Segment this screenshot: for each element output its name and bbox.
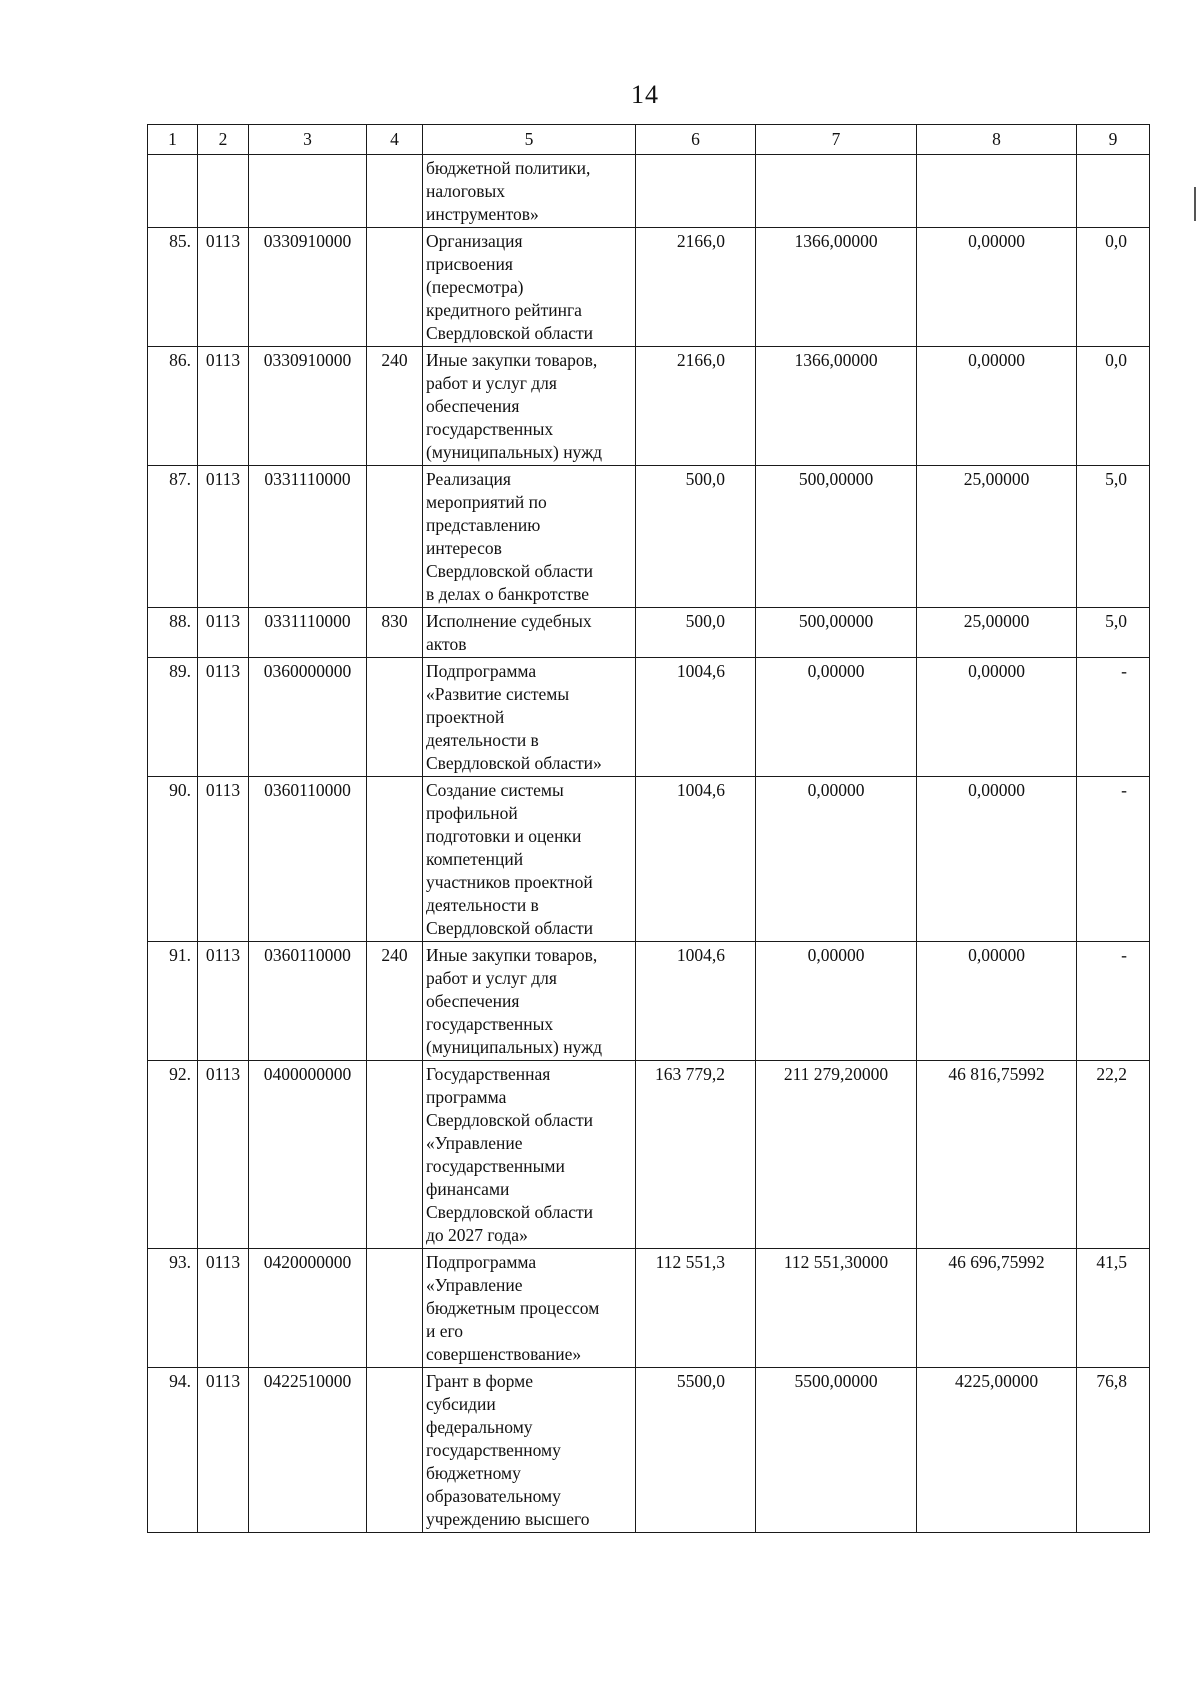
amount-cell: 112 551,3	[636, 1249, 756, 1368]
amount-cell: 500,0	[636, 466, 756, 608]
table-row	[148, 942, 1150, 1061]
description-line: «Управление	[426, 1275, 523, 1295]
description-line: профильной	[426, 803, 518, 823]
description-line: Свердловской области	[426, 561, 594, 581]
row-number-cell: 86.	[148, 347, 198, 466]
description-line: подготовки и оценки	[426, 826, 582, 846]
amount-cell: 0,00000	[917, 228, 1077, 347]
expense-type-cell	[367, 658, 423, 777]
description-line: «Управление	[426, 1133, 523, 1153]
description-line: Иные закупки товаров,	[426, 350, 598, 370]
expense-type-cell: 240	[367, 347, 423, 466]
description-line: Создание системы	[426, 780, 564, 800]
expense-type-cell	[367, 777, 423, 942]
description-cell	[423, 658, 636, 777]
column-header: 4	[367, 125, 423, 155]
amount-cell	[756, 155, 917, 228]
description-line: Свердловской области»	[426, 753, 602, 773]
row-number-cell: 92.	[148, 1061, 198, 1249]
amount-cell: 2166,0	[636, 228, 756, 347]
amount-cell: 1366,00000	[756, 347, 917, 466]
table-row	[148, 608, 1150, 658]
percent-cell: -	[1077, 777, 1150, 942]
description-line: Государственная	[426, 1064, 551, 1084]
budget-table	[147, 124, 1150, 1533]
row-number-cell: 85.	[148, 228, 198, 347]
amount-cell: 1366,00000	[756, 228, 917, 347]
description-line: мероприятий по	[426, 492, 547, 512]
section-code-cell: 0113	[198, 777, 249, 942]
amount-cell: 0,00000	[756, 658, 917, 777]
amount-cell: 1004,6	[636, 777, 756, 942]
description-line: Исполнение судебных	[426, 611, 592, 631]
description-cell	[423, 466, 636, 608]
target-article-cell: 0331110000	[249, 608, 367, 658]
percent-cell: 22,2	[1077, 1061, 1150, 1249]
amount-cell: 0,00000	[917, 777, 1077, 942]
expense-type-cell	[367, 1368, 423, 1533]
amount-cell: 1004,6	[636, 942, 756, 1061]
amount-cell: 0,00000	[756, 777, 917, 942]
description-line: кредитного рейтинга	[426, 300, 582, 320]
row-number-cell: 91.	[148, 942, 198, 1061]
description-line: присвоения	[426, 254, 513, 274]
table-row	[148, 1061, 1150, 1249]
description-line: государственному	[426, 1440, 561, 1460]
description-line: актов	[426, 634, 467, 654]
target-article-cell: 0422510000	[249, 1368, 367, 1533]
description-line: учреждению высшего	[426, 1509, 590, 1529]
description-line: (пересмотра)	[426, 277, 524, 297]
section-code-cell: 0113	[198, 466, 249, 608]
page-number: 14	[631, 80, 659, 109]
amount-cell: 2166,0	[636, 347, 756, 466]
column-header: 6	[636, 125, 756, 155]
description-cell	[423, 608, 636, 658]
description-line: Свердловской области	[426, 323, 594, 343]
description-line: бюджетному	[426, 1463, 521, 1483]
row-number-cell: 88.	[148, 608, 198, 658]
description-line: налоговых	[426, 181, 506, 201]
percent-cell: -	[1077, 658, 1150, 777]
target-article-cell	[249, 155, 367, 228]
section-code-cell: 0113	[198, 228, 249, 347]
description-cell	[423, 1249, 636, 1368]
table-row	[148, 658, 1150, 777]
description-line: Свердловской области	[426, 1202, 594, 1222]
target-article-cell: 0360110000	[249, 942, 367, 1061]
description-cell	[423, 347, 636, 466]
amount-cell: 500,00000	[756, 608, 917, 658]
description-line: обеспечения	[426, 991, 520, 1011]
description-cell	[423, 1368, 636, 1533]
description-line: бюджетным процессом	[426, 1298, 600, 1318]
amount-cell: 46 696,75992	[917, 1249, 1077, 1368]
amount-cell: 163 779,2	[636, 1061, 756, 1249]
target-article-cell: 0330910000	[249, 228, 367, 347]
column-header: 5	[423, 125, 636, 155]
section-code-cell: 0113	[198, 1061, 249, 1249]
percent-cell: -	[1077, 942, 1150, 1061]
row-number-cell: 94.	[148, 1368, 198, 1533]
expense-type-cell: 830	[367, 608, 423, 658]
amount-cell: 0,00000	[917, 942, 1077, 1061]
row-number-cell	[148, 155, 198, 228]
description-line: обеспечения	[426, 396, 520, 416]
amount-cell	[636, 155, 756, 228]
description-line: государственными	[426, 1156, 565, 1176]
description-line: работ и услуг для	[426, 968, 557, 988]
percent-cell: 41,5	[1077, 1249, 1150, 1368]
description-line: государственных	[426, 419, 554, 439]
percent-cell: 5,0	[1077, 608, 1150, 658]
description-line: бюджетной политики,	[426, 158, 591, 178]
description-line: Свердловской области	[426, 918, 594, 938]
description-cell	[423, 777, 636, 942]
section-code-cell: 0113	[198, 658, 249, 777]
amount-cell: 4225,00000	[917, 1368, 1077, 1533]
description-line: государственных	[426, 1014, 554, 1034]
percent-cell: 5,0	[1077, 466, 1150, 608]
amount-cell: 0,00000	[917, 347, 1077, 466]
section-code-cell: 0113	[198, 942, 249, 1061]
description-line: Подпрограмма	[426, 661, 537, 681]
target-article-cell: 0330910000	[249, 347, 367, 466]
description-line: (муниципальных) нужд	[426, 442, 603, 462]
table-row	[148, 228, 1150, 347]
description-cell	[423, 942, 636, 1061]
expense-type-cell	[367, 1061, 423, 1249]
percent-cell: 0,0	[1077, 228, 1150, 347]
column-header: 7	[756, 125, 917, 155]
description-line: программа	[426, 1087, 507, 1107]
table-row	[148, 777, 1150, 942]
description-line: интересов	[426, 538, 502, 558]
amount-cell: 25,00000	[917, 466, 1077, 608]
section-code-cell	[198, 155, 249, 228]
target-article-cell: 0400000000	[249, 1061, 367, 1249]
amount-cell	[917, 155, 1077, 228]
table-row	[148, 1249, 1150, 1368]
description-line: участников проектной	[426, 872, 593, 892]
target-article-cell: 0420000000	[249, 1249, 367, 1368]
description-cell	[423, 228, 636, 347]
target-article-cell: 0331110000	[249, 466, 367, 608]
column-header: 3	[249, 125, 367, 155]
description-line: субсидии	[426, 1394, 496, 1414]
row-number-cell: 93.	[148, 1249, 198, 1368]
amount-cell: 211 279,20000	[756, 1061, 917, 1249]
percent-cell	[1077, 155, 1150, 228]
expense-type-cell	[367, 155, 423, 228]
amount-cell: 25,00000	[917, 608, 1077, 658]
column-header: 9	[1077, 125, 1150, 155]
percent-cell: 0,0	[1077, 347, 1150, 466]
section-code-cell: 0113	[198, 1249, 249, 1368]
expense-type-cell: 240	[367, 942, 423, 1061]
description-line: компетенций	[426, 849, 524, 869]
row-number-cell: 90.	[148, 777, 198, 942]
description-line: инструментов»	[426, 204, 539, 224]
percent-cell: 76,8	[1077, 1368, 1150, 1533]
amount-cell: 500,00000	[756, 466, 917, 608]
description-line: Свердловской области	[426, 1110, 594, 1130]
amount-cell: 0,00000	[756, 942, 917, 1061]
description-cell	[423, 1061, 636, 1249]
description-line: (муниципальных) нужд	[426, 1037, 603, 1057]
expense-type-cell	[367, 466, 423, 608]
description-line: проектной	[426, 707, 505, 727]
table-row	[148, 155, 1150, 228]
table-row	[148, 1368, 1150, 1533]
description-line: федеральному	[426, 1417, 533, 1437]
section-code-cell: 0113	[198, 347, 249, 466]
row-number-cell: 87.	[148, 466, 198, 608]
amount-cell: 112 551,30000	[756, 1249, 917, 1368]
description-line: «Развитие системы	[426, 684, 570, 704]
description-line: финансами	[426, 1179, 510, 1199]
target-article-cell: 0360110000	[249, 777, 367, 942]
description-line: Грант в форме	[426, 1371, 533, 1391]
expense-type-cell	[367, 1249, 423, 1368]
amount-cell: 1004,6	[636, 658, 756, 777]
column-header: 8	[917, 125, 1077, 155]
description-line: в делах о банкротстве	[426, 584, 590, 604]
target-article-cell: 0360000000	[249, 658, 367, 777]
amount-cell: 5500,00000	[756, 1368, 917, 1533]
description-line: Иные закупки товаров,	[426, 945, 598, 965]
description-line: и его	[426, 1321, 463, 1341]
row-number-cell: 89.	[148, 658, 198, 777]
table-row	[148, 466, 1150, 608]
description-line: совершенствование»	[426, 1344, 582, 1364]
description-line: представлению	[426, 515, 541, 535]
description-line: Реализация	[426, 469, 511, 489]
description-line: до 2027 года»	[426, 1225, 528, 1245]
column-header: 1	[148, 125, 198, 155]
column-number-row	[148, 125, 1150, 155]
description-line: деятельности в	[426, 895, 539, 915]
description-line: Организация	[426, 231, 523, 251]
description-line: деятельности в	[426, 730, 539, 750]
amount-cell: 46 816,75992	[917, 1061, 1077, 1249]
table-row	[148, 347, 1150, 466]
description-line: образовательному	[426, 1486, 561, 1506]
description-cell	[423, 155, 636, 228]
column-header: 2	[198, 125, 249, 155]
description-line: работ и услуг для	[426, 373, 557, 393]
section-code-cell: 0113	[198, 608, 249, 658]
margin-mark	[1194, 187, 1196, 221]
amount-cell: 500,0	[636, 608, 756, 658]
description-line: Подпрограмма	[426, 1252, 537, 1272]
amount-cell: 0,00000	[917, 658, 1077, 777]
amount-cell: 5500,0	[636, 1368, 756, 1533]
expense-type-cell	[367, 228, 423, 347]
section-code-cell: 0113	[198, 1368, 249, 1533]
